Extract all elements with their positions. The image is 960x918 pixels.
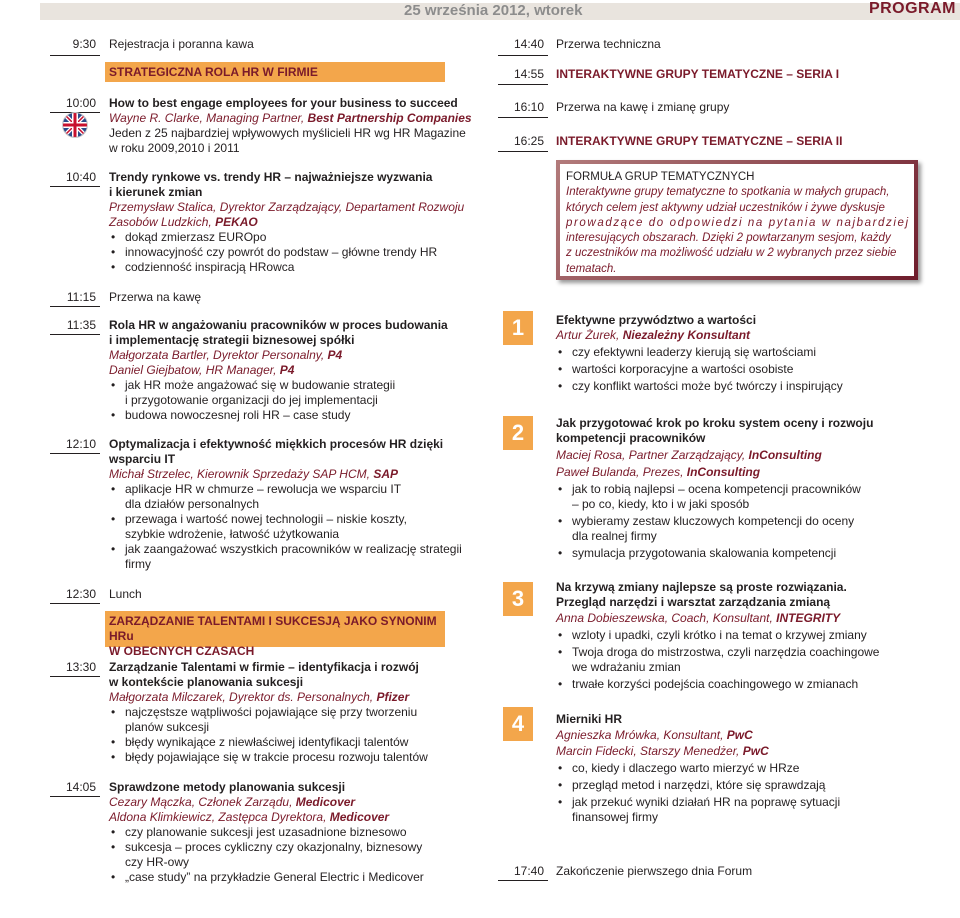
- group-number-2: 2: [503, 416, 533, 450]
- group-4: Mierniki HR Agnieszka Mrówka, Konsultant, PwC Marcin Fidecki, Starszy Menedżer, PwC • co, kiedy i dlaczego warto mierzyć w HRze • przegląd metod i narzędzi, które się sprawdzają • jak przekuć wyniki działań HR na poprawę sytuacji finansowej firmy: [556, 712, 840, 825]
- time-1625: 16:25: [513, 134, 544, 148]
- session-hr-role: Rola HR w angażowaniu pracowników w proces budowania i implementację strategii biznesowej spółki Małgorzata Bartler, Dyrektor Personalny, P4 Daniel Giejbatow, HR Manager, P4 • jak HR może angażować się w budowanie strategii i przygotowanie organizacji do jej implementacji • budowa nowoczesnej roli HR – case study: [109, 318, 448, 423]
- registration: Rejestracja i poranna kawa: [109, 37, 254, 51]
- coffee-change: Przerwa na kawę i zmianę grupy: [556, 100, 730, 114]
- session-succession: Sprawdzone metody planowania sukcesji Cezary Mączka, Członek Zarządu, Medicover Aldona Klimkiewicz, Zastępca Dyrektora, Medicover • czy planowanie sukcesji jest uzasadnione biznesowo • sukcesja – proces cykliczny czy okazjonalny, biznesowy czy HR-owy • „case study” na przykładzie General Electric i Medicover: [109, 780, 424, 885]
- day-end: Zakończenie pierwszego dnia Forum: [556, 864, 753, 878]
- time-1405: 14:05: [65, 780, 96, 794]
- time-divider: [50, 603, 100, 604]
- time-divider: [50, 676, 100, 677]
- time-1455: 14:55: [513, 67, 544, 81]
- group-number-3: 3: [503, 582, 533, 616]
- time-1610: 16:10: [513, 100, 544, 114]
- header-program: PROGRAM: [868, 0, 956, 17]
- time-divider: [498, 151, 548, 152]
- coffee-break: Przerwa na kawę: [109, 290, 202, 304]
- time-1210: 12:10: [65, 437, 96, 451]
- session-engage: How to best engage employees for your business to succeed Wayne R. Clarke, Managing Partner, Best Partnership Companies Jeden z 25 najbardziej wpływowych myślicieli HR wg HR Magazine w roku 2009,2010 i 2011: [109, 96, 472, 155]
- time-1440: 14:40: [513, 37, 544, 51]
- time-divider: [50, 55, 100, 56]
- tech-break: Przerwa techniczna: [556, 37, 661, 51]
- lunch: Lunch: [109, 587, 142, 601]
- header-date: 25 września 2012, wtorek: [404, 2, 583, 19]
- time-1330: 13:30: [65, 660, 96, 674]
- time-divider: [498, 880, 548, 881]
- group-2: Jak przygotować krok po kroku system oceny i rozwoju kompetencji pracowników Maciej Rosa, Partner Zarządzający, InConsulting Paweł Bulanda, Prezes, InConsulting • jak to robią najlepsi – ocena kompetencji pracowników – po co, kiedy, kto i w jaki sposób • wybieramy zestaw kluczowych kompetencji do oceny dla realnej firmy • symulacja przygotowania skalowania kompetencji: [556, 416, 873, 561]
- group-3: Na krzywą zmiany najlepsze są proste rozwiązania. Przegląd narzędzi i warsztat zarządzania zmianą Anna Dobieszewska, Coach, Konsultant, INTEGRITY • wzloty i upadki, czyli krótko i na temat o krzywej zmiany • Twoja droga do mistrzostwa, czyli narzędzia coachingowe we wdrażaniu zmian • trwałe korzyści podejścia coachingowego w zmianach: [556, 580, 879, 692]
- time-divider: [50, 796, 100, 797]
- group-number-1: 1: [503, 311, 533, 345]
- time-divider: [50, 453, 100, 454]
- session-it: Optymalizacja i efektywność miękkich procesów HR dzięki wsparciu IT Michał Strzelec, Kierownik Sprzedaży SAP HCM, SAP • aplikacje HR w chmurze – rewolucja we wsparciu IT dla działów personalnych • przewaga i wartość nowej technologii – niskie koszty, szybkie wdrożenie, łatwość użytkowania • jak zaangażować wszystkich pracowników w realizację strategii firmy: [109, 437, 462, 572]
- time-divider: [50, 186, 100, 187]
- time-1000: 10:00: [65, 96, 96, 110]
- section-band-talent: ZARZĄDZANIE TALENTAMI I SUKCESJĄ JAKO SYNONIM HRu W OBECNYCH CZASACH: [105, 611, 445, 647]
- session-talent: Zarządzanie Talentami w firmie – identyfikacja i rozwój w kontekście planowania sukcesji Małgorzata Milczarek, Dyrektor ds. Personalnych, Pfizer • najczęstsze wątpliwości pojawiające się przy tworzeniu planów sukcesji • błędy wynikające z niewłaściwej identyfikacji talentów • błędy pojawiające się w trakcie procesu rozwoju talentów: [109, 660, 428, 765]
- uk-flag-icon: [62, 112, 88, 138]
- group-number-4: 4: [503, 707, 533, 741]
- time-divider: [498, 84, 548, 85]
- time-0930: 9:30: [72, 37, 96, 51]
- time-1230: 12:30: [65, 587, 96, 601]
- time-divider: [498, 55, 548, 56]
- time-1040: 10:40: [65, 170, 96, 184]
- group-1: Efektywne przywództwo a wartości Artur Żurek, Niezależny Konsultant • czy efektywni leaderzy kierują się wartościami • wartości korporacyjne a wartości osobiste • czy konflikt wartości może być twórczy i inspirujący: [556, 313, 843, 394]
- time-divider: [50, 306, 100, 307]
- time-divider: [498, 117, 548, 118]
- time-divider: [50, 334, 100, 335]
- time-1135: 11:35: [66, 318, 96, 332]
- time-1740: 17:40: [513, 864, 544, 878]
- section-band-strategy: STRATEGICZNA ROLA HR W FIRMIE: [105, 62, 445, 82]
- formula-box: FORMUŁA GRUP TEMATYCZNYCH Interaktywne grupy tematyczne to spotkania w małych grupach, których celem jest aktywny udział uczestników i żywe dyskusje prowadzące do odpowiedzi na pytania w najbardziej interesujących obszarach. Dzięki 2 powtarzanym sesjom, każdy z uczestników ma możliwość udziału w 2 wybranych przez siebie tematach.: [556, 160, 918, 280]
- groups-series-1: INTERAKTYWNE GRUPY TEMATYCZNE – SERIA I: [556, 67, 840, 81]
- groups-series-2: INTERAKTYWNE GRUPY TEMATYCZNE – SERIA II: [556, 134, 843, 148]
- session-trends: Trendy rynkowe vs. trendy HR – najważniejsze wyzwania i kierunek zmian Przemysław Stalica, Dyrektor Zarządzający, Departament Rozwoju Zasobów Ludzkich, PEKAO • dokąd zmierzasz EUROpo • innowacyjność czy powrót do podstaw – główne trendy HR • codzienność inspiracją HRowca: [109, 170, 464, 275]
- time-1115: 11:15: [66, 290, 96, 304]
